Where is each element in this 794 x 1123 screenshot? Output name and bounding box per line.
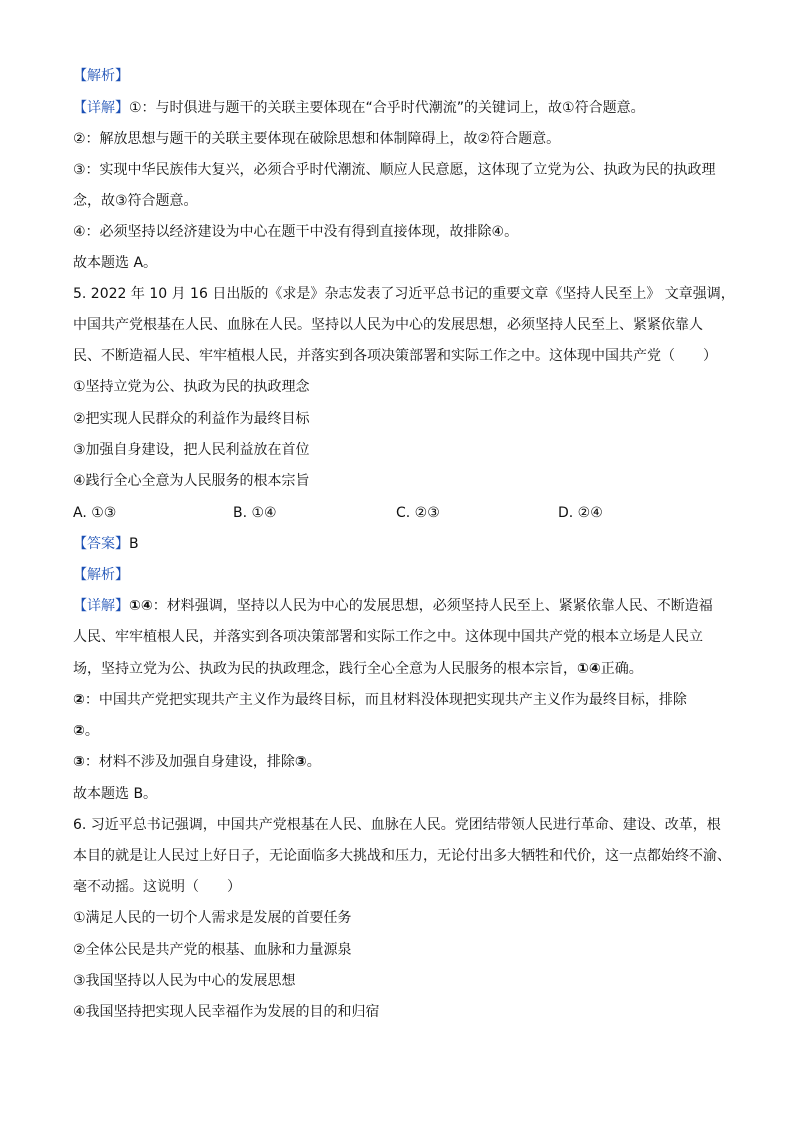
- q5-detail-line-3: [73, 659, 643, 679]
- q4-detail-line-5: ④：必须坚持以经济建设为中心在题干中没有得到直接体现，故排除④。: [73, 224, 519, 240]
- q5-item-2: ②把实现人民群众的利益作为最终目标: [73, 411, 310, 427]
- analysis-tag: 【解析】: [73, 68, 129, 84]
- q5-stem-line-3: 民、不断造福人民、牢牢植根人民，并落实到各项决策部署和实际工作之中。这体现中国共产党（ ）: [73, 348, 717, 364]
- q6-item-3: ③我国坚持以人民为中心的发展思想: [73, 973, 296, 989]
- q5-detail-end-5: 。: [84, 723, 99, 739]
- q5-item-1: ①坚持立党为公、执政为民的执政理念: [73, 379, 310, 395]
- q5-item-3: ③加强自身建设，把人民利益放在首位: [73, 442, 310, 458]
- q5-detail-line-1: [73, 596, 713, 616]
- detail-tag: 【详解】: [73, 100, 129, 116]
- q5-detail-mark-6: ③: [73, 754, 85, 770]
- q6-item-2: ②全体公民是共产党的根基、血脉和力量源泉: [73, 942, 352, 958]
- q6-stem-line-1: 6. 习近平总书记强调，中国共产党根基在人民、血脉在人民。党团结带领人民进行革命、建设、改革，根: [73, 817, 721, 833]
- q5-detail-text-3: 场，坚持立党为公、执政为民的执政理念，践行全心全意为人民服务的根本宗旨，: [73, 661, 577, 677]
- q4-detail-line-2: ②：解放思想与题干的关联主要体现在破除思想和体制障碍上，故②符合题意。: [73, 131, 561, 147]
- answer-value: B: [129, 536, 139, 552]
- q5-conclusion: 故本题选 B。: [73, 786, 158, 802]
- q4-detail-line-3: ③：实现中华民族伟大复兴，必须合乎时代潮流、顺应人民意愿，这体现了立党为公、执政为民的执政理: [73, 162, 716, 178]
- q6-item-4: ④我国坚持把实现人民幸福作为发展的目的和归宿: [73, 1004, 380, 1020]
- q5-option-b: B. ①④: [233, 505, 277, 521]
- q5-detail-line-6: [73, 752, 321, 772]
- q5-detail-text-6: ：材料不涉及加强自身建设，排除: [84, 754, 295, 770]
- q5-detail-line-5: [73, 721, 99, 741]
- q6-stem-line-2: 本目的就是让人民过上好日子，无论面临多大挑战和压力，无论付出多大牺牲和代价，这一点都始终不渝、: [73, 848, 731, 864]
- q5-item-4: ④践行全心全意为人民服务的根本宗旨: [73, 473, 310, 489]
- q5-answer-line: [73, 534, 139, 554]
- q5-detail-text-4: ：中国共产党把实现共产主义作为最终目标，而且材料没体现把实现共产主义作为最终目标，排除: [84, 692, 687, 708]
- answer-tag: 【答案】: [73, 536, 129, 552]
- q5-detail-end-3: 正确。: [600, 661, 643, 677]
- q5-detail-mark-6b: ③: [294, 754, 307, 770]
- q6-stem-line-3: 毫不动摇。这说明（ ）: [73, 879, 241, 895]
- q5-detail-marks-3: ①④: [577, 661, 601, 677]
- q4-detail-line-4: 念，故③符合题意。: [73, 193, 198, 209]
- q5-option-d: D. ②④: [558, 505, 603, 521]
- q5-detail-line-2: 人民、牢牢植根人民，并落实到各项决策部署和实际工作之中。这体现中国共产党的根本立场是人民立: [73, 629, 703, 645]
- q5-option-c: C. ②③: [396, 505, 440, 521]
- q5-detail-mark-4: ②: [73, 692, 85, 708]
- q5-option-a: A. ①③: [73, 505, 117, 521]
- q5-analysis-tag: 【解析】: [73, 567, 129, 583]
- q5-stem-line-1: 5. 2022 年 10 月 16 日出版的《求是》杂志发表了习近平总书记的重要文章《坚持人民至上》 文章强调，: [73, 286, 735, 302]
- q5-detail-mark-5: ②: [73, 723, 85, 739]
- q5-detail-text-1: ：材料强调，坚持以人民为中心的发展思想，必须坚持人民至上、紧紧依靠人民、不断造福: [152, 598, 713, 614]
- q4-detail-text-1: ①：与时俱进与题干的关联主要体现在“合乎时代潮流”的关键词上，故①符合题意。: [129, 100, 645, 116]
- q6-item-1: ①满足人民的一切个人需求是发展的首要任务: [73, 910, 352, 926]
- q4-detail-line-1: [73, 98, 645, 118]
- q5-detail-tag: 【详解】: [73, 598, 129, 614]
- q5-stem-line-2: 中国共产党根基在人民、血脉在人民。坚持以人民为中心的发展思想，必须坚持人民至上、紧紧依靠人: [73, 317, 703, 333]
- q5-detail-marks-1: ①④: [129, 598, 153, 614]
- q5-detail-line-4: [73, 690, 687, 710]
- q4-conclusion: 故本题选 A。: [73, 255, 158, 271]
- q5-detail-end-6: 。: [306, 754, 321, 770]
